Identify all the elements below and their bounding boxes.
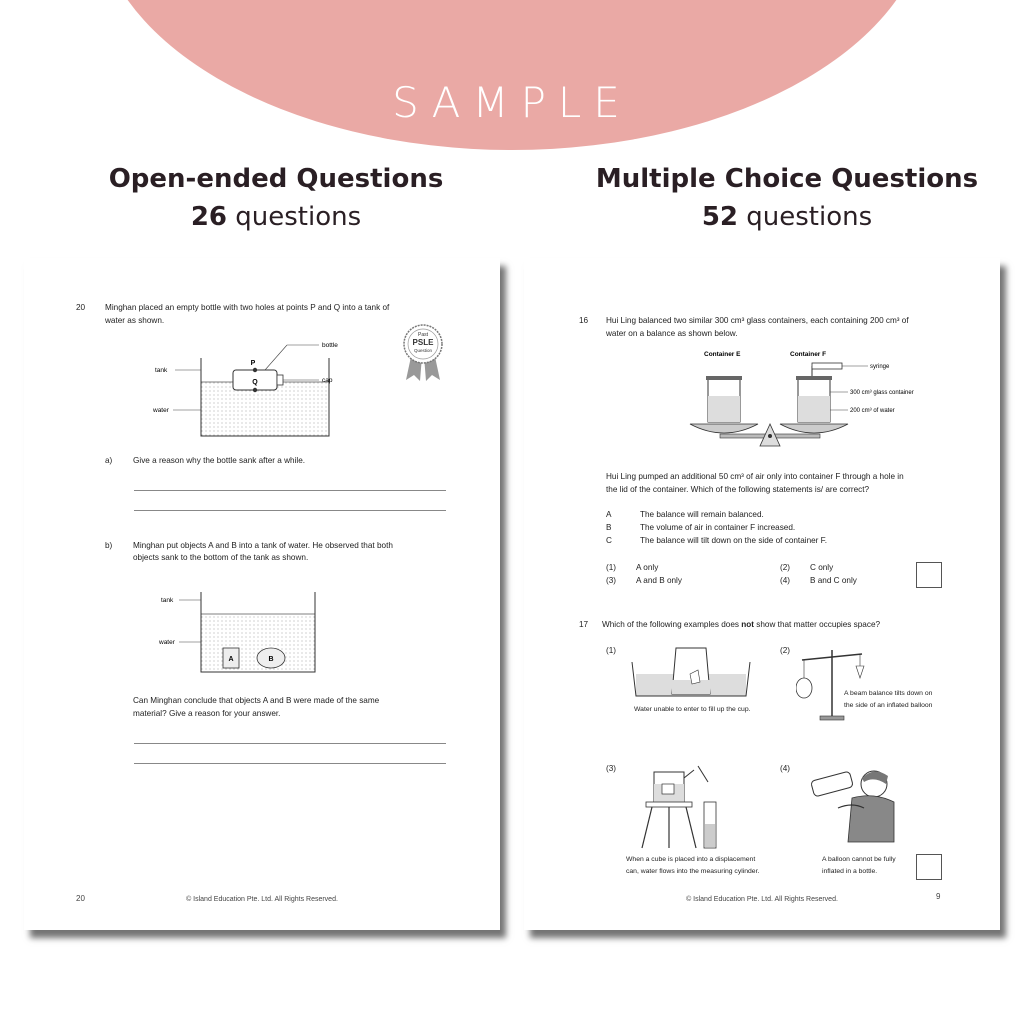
q17-option-2-caption-line2: the side of an inflated balloon	[844, 702, 933, 709]
cup-in-water-illustration	[630, 644, 752, 700]
bottle-tank-diagram	[149, 330, 389, 442]
q16-option-4-text[interactable]: B and C only	[810, 576, 857, 585]
syringe-label: syringe	[870, 364, 890, 370]
page-number: 9	[936, 892, 941, 901]
label-water-2: water	[159, 639, 175, 646]
badge-question: Question	[413, 348, 433, 353]
part-a-label: a)	[105, 456, 113, 465]
page-number: 20	[76, 894, 85, 903]
object-b-label: B	[268, 656, 274, 663]
question-text-line1: Minghan placed an empty bottle with two holes at points P and Q into a tank of	[105, 303, 390, 312]
displacement-can-illustration	[628, 762, 738, 854]
part-a-text: Give a reason why the bottle sank after a while.	[133, 456, 306, 465]
label-cap: cap	[322, 377, 333, 384]
left-column-title: Open-ended Questions	[108, 164, 444, 194]
label-water: water	[153, 407, 169, 414]
balance-diagram	[684, 346, 934, 454]
q16-text-line4: the lid of the container. Which of the following statements is/ are correct?	[606, 485, 870, 494]
question-text-line2: water as shown.	[105, 316, 165, 325]
badge-psle: PSLE	[412, 338, 434, 347]
part-b-question-line2: material? Give a reason for your answer.	[133, 709, 281, 718]
q16-option-2-num[interactable]: (2)	[780, 563, 791, 572]
q16-option-1-num[interactable]: (1)	[606, 563, 617, 572]
label-bottle: bottle	[322, 342, 338, 349]
q17-text: Which of the following examples does not show that matter occupies space?	[602, 620, 881, 629]
right-column-heading	[547, 160, 1024, 236]
q17-option-1-num: (1)	[606, 646, 617, 655]
left-sample-page	[24, 258, 500, 930]
q17-answer-box[interactable]	[916, 854, 942, 880]
statement-text-b: The volume of air in container F increased.	[640, 523, 796, 532]
statement-letter-c: C	[606, 536, 612, 545]
balloon-bottle-illustration	[808, 762, 904, 846]
q16-text-line2: water on a balance as shown below.	[606, 329, 738, 338]
q17-option-4-caption-line2: inflated in a bottle.	[822, 868, 878, 875]
objects-tank-diagram	[149, 588, 329, 680]
part-b-text-line1: Minghan put objects A and B into a tank of water. He observed that both	[133, 541, 393, 550]
q16-number: 16	[579, 316, 589, 325]
answer-line	[134, 510, 446, 511]
q17-option-2-caption-line1: A beam balance tilts down on	[844, 690, 933, 697]
q17-option-2-num: (2)	[780, 646, 791, 655]
answer-line	[134, 490, 446, 491]
q17-option-3-num: (3)	[606, 764, 617, 773]
copyright: © Island Education Pte. Ltd. All Rights Reserved.	[186, 896, 338, 903]
answer-line	[134, 763, 446, 764]
label-tank-2: tank	[161, 597, 174, 604]
part-b-label: b)	[105, 541, 113, 550]
q16-option-2-text[interactable]: C only	[810, 563, 834, 572]
label-tank: tank	[155, 367, 168, 374]
q17-option-4-num: (4)	[780, 764, 791, 773]
glass-container-label: 300 cm³ glass container	[850, 390, 914, 396]
q16-option-3-text[interactable]: A and B only	[636, 576, 682, 585]
label-q: Q	[252, 379, 258, 386]
sample-label: SAMPLE	[392, 78, 632, 127]
q16-option-4-num[interactable]: (4)	[780, 576, 791, 585]
right-column-count: 52 questions	[701, 202, 873, 232]
statement-text-a: The balance will remain balanced.	[640, 510, 764, 519]
q16-option-3-num[interactable]: (3)	[606, 576, 617, 585]
copyright: © Island Education Pte. Ltd. All Rights Reserved.	[686, 896, 838, 903]
q16-option-1-text[interactable]: A only	[636, 563, 659, 572]
psle-badge-icon	[400, 324, 446, 382]
question-number: 20	[76, 303, 86, 312]
statement-text-c: The balance will tilt down on the side of container F.	[640, 536, 828, 545]
left-column-count: 26 questions	[190, 202, 362, 232]
answer-line	[134, 743, 446, 744]
beam-balance-illustration	[796, 644, 866, 724]
q17-option-3-caption-line2: can, water flows into the measuring cylinder.	[626, 868, 760, 875]
left-column-heading	[36, 160, 516, 236]
part-b-question-line1: Can Minghan conclude that objects A and B were made of the same	[133, 696, 380, 705]
q17-option-3-caption-line1: When a cube is placed into a displacement	[626, 856, 756, 863]
q17-option-1-caption: Water unable to enter to fill up the cup.	[634, 706, 751, 713]
q16-text-line1: Hui Ling balanced two similar 300 cm³ glass containers, each containing 200 cm³ of	[606, 316, 909, 325]
water-amount-label: 200 cm³ of water	[850, 408, 895, 414]
right-column-title: Multiple Choice Questions	[595, 164, 979, 194]
object-a-label: A	[228, 656, 234, 663]
q17-number: 17	[579, 620, 589, 629]
q16-text-line3: Hui Ling pumped an additional 50 cm³ of air only into container F through a hole in	[606, 472, 904, 481]
statement-letter-a: A	[606, 510, 612, 519]
sample-banner	[95, 0, 929, 150]
q17-option-4-caption-line1: A balloon cannot be fully	[822, 856, 896, 863]
part-b-text-line2: objects sank to the bottom of the tank as shown.	[133, 553, 309, 562]
container-e-label: Container E	[704, 351, 741, 358]
badge-past: Past	[417, 332, 429, 338]
label-p: P	[250, 360, 256, 367]
container-f-label: Container F	[790, 351, 827, 358]
q16-answer-box[interactable]	[916, 562, 942, 588]
right-sample-page	[524, 258, 1000, 930]
statement-letter-b: B	[606, 523, 612, 532]
